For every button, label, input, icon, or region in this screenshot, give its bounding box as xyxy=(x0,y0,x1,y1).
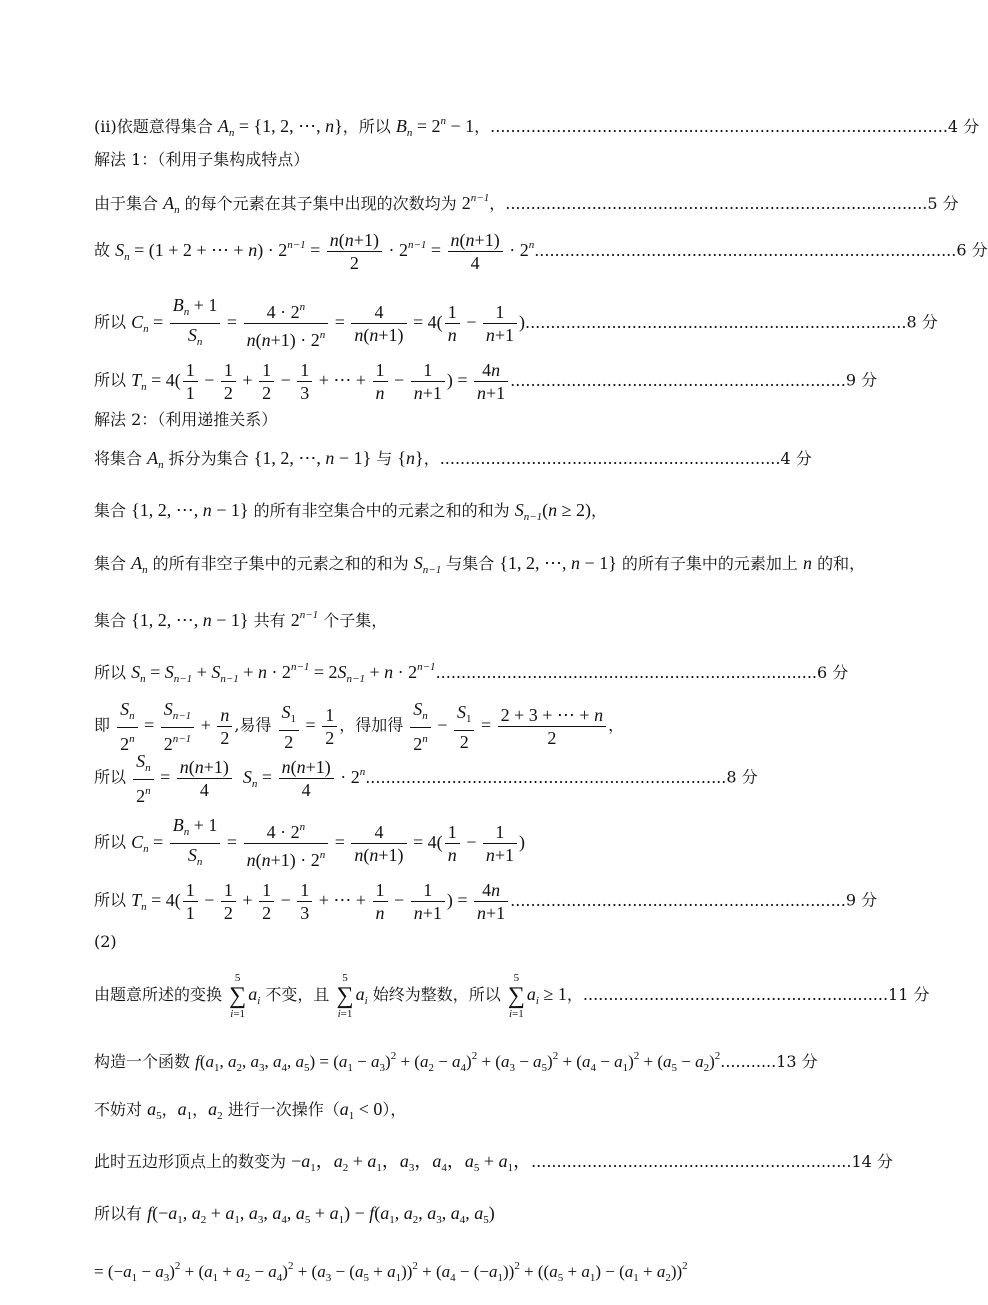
line-10: 集合 $A_n$ 的所有非空子集中的元素之和的和为 $S_{n-1}$ 与集合 {1, 2, ⋯, n − 1} 的所有子集中的元素加上 n 的和， xyxy=(94,553,866,576)
text: 所以 xyxy=(94,767,132,787)
text: 不妨对 xyxy=(94,1100,148,1119)
leader-dots: ....................................................................... xyxy=(365,767,727,787)
text: ，得加得 xyxy=(339,715,409,735)
leader-dots: ........................................................................... xyxy=(435,663,818,682)
line-1: (ii)依题意得集合 $A_n = \{1$, 2, ⋯, n}，所以 $B_n = 2^n - 1$，..........................................................................................4 分 xyxy=(94,115,980,139)
line-23: = $(-a_1 - a_3)^2 + (a_1 + a_2 - a_4)^2 + (a_3 - (a_5 + a_1))^2 + (a_4 - (-a_1))^2 + ((a_5 + a_1) - (a_1 + a_2))^2$ xyxy=(94,1260,688,1284)
line-13: 即 $\frac{S_n}{2^n}$ = $\frac{S_{n-1}}{2^{n-1}}$ + $\frac{n}{2}$ ,易得 $\frac{S_1}{2}$ = $\frac{1}{2}$ ，得加得 $\frac{S_n}{2^n}$ − $\frac{S_1}{2}$ = $\frac{2 + 3 + \cdots + n}{2}$ ， xyxy=(94,699,625,754)
leader-dots: ............................................................ xyxy=(582,985,889,1005)
text: ,易得 xyxy=(234,715,277,735)
score-label: 8 分 xyxy=(726,767,758,787)
text: 集合 xyxy=(94,501,132,520)
text: 与集合 xyxy=(441,554,500,573)
text: ，所以 xyxy=(342,117,396,136)
leader-dots: ........... xyxy=(720,1052,777,1071)
score-label: 6 分 xyxy=(817,663,849,682)
score-label: 9 分 xyxy=(845,890,878,910)
leader-dots: .................................................................. xyxy=(510,890,846,910)
leader-dots: ........................................................................... xyxy=(525,312,907,332)
leader-dots: ............................................................... xyxy=(531,1152,852,1171)
text: 所以 xyxy=(94,312,132,332)
leader-dots: .................................................................. xyxy=(510,370,846,390)
leader-dots: ................................................................................... xyxy=(534,240,957,260)
text: 不变，且 xyxy=(260,985,335,1005)
text: ， xyxy=(608,715,625,735)
line-14: 所以 $\frac{S_n}{2^n}$ = $\frac{n(n+1)}{4}$ $S_n$ = $\frac{n(n+1)}{4}$ · $2^n.......................................................................8$ 分 xyxy=(94,751,758,806)
line-2 xyxy=(94,150,309,170)
line-15: 所以 $C_n$ = $\frac{B_n + 1}{S_n}$ = $\frac{4 \cdot 2^n}{n(n+1) \cdot 2^n}$ = $\frac{4}{n(n+1)}$ = 4( $\frac{1}{n}$ − $\frac{1}{n+1}$ ) xyxy=(94,815,525,870)
line-11: 集合 {1, 2, ⋯, n − 1} 共有 $2^{n-1}$ 个子集， xyxy=(94,609,388,630)
text: 即 xyxy=(94,715,116,735)
score-label: 6 分 xyxy=(956,240,988,260)
text: 将集合 xyxy=(94,449,148,468)
text: ， xyxy=(566,985,583,1005)
text: 与 xyxy=(371,449,398,468)
text: 故 xyxy=(94,240,116,260)
text: ， xyxy=(423,449,440,468)
section-heading: 解法 2：（利用递推关系） xyxy=(94,410,278,429)
leader-dots: .......................................................................................... xyxy=(490,117,948,136)
text: 的所有非空集合中的元素之和的和为 xyxy=(248,501,515,520)
text: 由题意所述的变换 xyxy=(94,985,228,1005)
line-9: 集合 {1, 2, ⋯, n − 1} 的所有非空集合中的元素之和的和为 $S_{n-1}(n \ge 2)$， xyxy=(94,500,608,523)
section-heading: (2) xyxy=(94,932,117,951)
text: ）， xyxy=(382,1100,407,1119)
text: 所以 xyxy=(94,663,132,682)
score-label: 14 分 xyxy=(851,1152,893,1171)
line-3: 由于集合 $A_n$ 的每个元素在其子集中出现的次数均为 $2^{n-1}$，...................................................................................5 分 xyxy=(94,192,959,216)
text: 集合 xyxy=(94,554,132,573)
score-label: 4 分 xyxy=(947,117,980,136)
score-label: 9 分 xyxy=(845,370,878,390)
text: ， xyxy=(489,194,506,213)
text: ， xyxy=(161,1100,178,1119)
line-17 xyxy=(94,932,117,952)
leader-dots: ................................................................... xyxy=(439,449,781,468)
text: 的和， xyxy=(812,554,866,573)
line-6: 所以 $T_n = 4$( $\frac{1}{1}$ − $\frac{1}{2}$ + $\frac{1}{2}$ − $\frac{1}{3}$ + ⋯ + $\frac{1}{n}$ − $\frac{1}{n+1}$ ) = $\frac{4n}{n+1}$ ..................................................................9 分 xyxy=(94,360,878,403)
line-7 xyxy=(94,410,277,430)
score-label: 11 分 xyxy=(888,985,930,1005)
text: 共有 xyxy=(248,611,291,630)
text: 始终为整数，所以 xyxy=(367,985,506,1005)
text: ， xyxy=(192,1100,209,1119)
score-label: 8 分 xyxy=(906,312,938,332)
text: 所以 xyxy=(94,832,132,852)
line-4: 故 $S_n = (1 + 2$ + ⋯ + $n) \cdot 2^{n-1}$ = $\frac{n(n+1)}{2}$ · $2^{n-1}$ = $\frac{n(n+1)}{4}$ · $2^n...................................................................................6$ 分 xyxy=(94,230,988,273)
score-label: 4 分 xyxy=(780,449,812,468)
section-heading: 解法 1：（利用子集构成特点） xyxy=(94,150,310,169)
text: 所以有 xyxy=(94,1204,148,1223)
text: (ii)依题意得集合 xyxy=(94,117,218,136)
line-22: 所以有 $f(-a_1$, $a_2 + a_1$, $a_3$, $a_4$, $a_5 + a_1) - f(a_1$, $a_2$, $a_3$, $a_4$, $a_5$) xyxy=(94,1203,495,1226)
text: 进行一次操作（ xyxy=(222,1100,340,1119)
leader-dots: ................................................................................... xyxy=(505,194,928,213)
line-8: 将集合 $A_n$ 拆分为集合 {1, 2, ⋯, n − 1} 与 {n}，...................................................................4 分 xyxy=(94,448,812,471)
text: 的所有非空子集中的元素之和的和为 xyxy=(147,554,414,573)
line-20: 不妨对 $a_5$，$a_1$，$a_2$ 进行一次操作$(a_1 < 0)$， xyxy=(94,1099,407,1122)
text: 所以 xyxy=(94,370,132,390)
text: 拆分为集合 xyxy=(163,449,254,468)
text: 的每个元素在其子集中出现的次数均为 xyxy=(179,194,462,213)
line-19: 构造一个函数 $f(a_1$, $a_2$, $a_3$, $a_4$, $a_5) = (a_1 - a_3)^2 + (a_2 - a_4)^2 + (a_3 - a_5)^2 + (a_4 - a_1)^2 + (a_5 - a_2)^2...........13$ 分 xyxy=(94,1050,818,1074)
text: 的所有子集中的元素加上 xyxy=(616,554,804,573)
text: ， xyxy=(591,501,608,520)
text: 构造一个函数 xyxy=(94,1052,196,1071)
line-16: 所以 $T_n = 4$( $\frac{1}{1}$ − $\frac{1}{2}$ + $\frac{1}{2}$ − $\frac{1}{3}$ + ⋯ + $\frac{1}{n}$ − $\frac{1}{n+1}$ ) = $\frac{4n}{n+1}$ ..................................................................9 分 xyxy=(94,880,878,923)
score-label: 13 分 xyxy=(776,1052,818,1071)
text: 集合 xyxy=(94,611,132,630)
line-18: 由题意所述的变换 5 ∑ $i=1a_i$ 不变，且 5 ∑ $i=1a_i$ 始终为整数，所以 5 ∑ $i=1a_i \ge 1$，............................................................11 分 xyxy=(94,972,930,1020)
score-label: 5 分 xyxy=(927,194,959,213)
text: ， xyxy=(474,117,491,136)
line-21: 此时五边形顶点上的数变为 $-a_1$，$a_2 + a_1$，$a_3$，$a_4$，$a_5 + a_1$，...............................................................14 分 xyxy=(94,1151,893,1174)
text: 所以 xyxy=(94,890,132,910)
line-12: 所以 $S_n = S_{n-1} + S_{n-1} + n \cdot 2^{n-1} = 2S_{n-1} + n \cdot 2^{n-1}...........................................................................6$ 分 xyxy=(94,661,849,685)
text: 由于集合 xyxy=(94,194,164,213)
text: 此时五边形顶点上的数变为 xyxy=(94,1152,292,1171)
text: 个子集， xyxy=(318,611,388,630)
line-5: 所以 $C_n$ = $\frac{B_n + 1}{S_n}$ = $\frac{4 \cdot 2^n}{n(n+1) \cdot 2^n}$ = $\frac{4}{n(n+1)}$ = 4( $\frac{1}{n}$ − $\frac{1}{n+1}$ )...........................................................................8 分 xyxy=(94,295,938,350)
